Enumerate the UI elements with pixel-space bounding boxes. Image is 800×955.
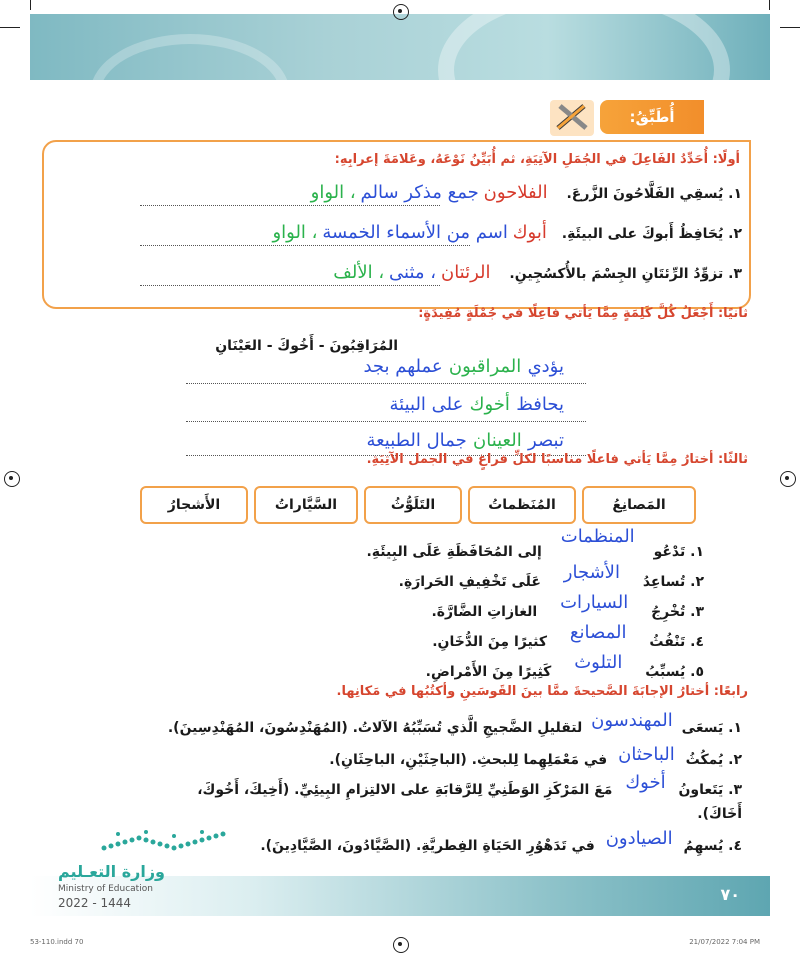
section4-item-2: ٢. يُمكُثُ الباحثان في مَعْمَلِهِما لِلبحثِ. (الباحِثَيْنِ، الباحِثَانِ). [329,744,742,768]
section1-item-3: ٣. تزوِّدُ الرِّئتَانِ الجِسْمَ بالأُكسُجِينِ. الرئتان ، مثنى ، الألف [333,262,742,283]
section4-item-4: ٤. يُسهِمُ الصيادون في تَدَهْوُرِ الحَيَاةِ الفِطريَّةِ. (الصَّيَّادُونَ، الصَّيَّادِينَ). [260,828,742,854]
section3-item-2: ٢. تُساعِدُ الأشجار عَلَى تَخْفِيفِ الحَرارَةِ. [398,562,704,590]
section3-item-5: ٥. يُسبِّبُ التلوث كَثِيرًا مِنَ الأَمْراضِ. [425,652,704,680]
registration-mark-right [780,471,796,487]
practice-tab [600,100,704,134]
section3-instruction: ثالثًا: أختارُ مِمَّا يَأتي فاعلًا مناسبًا لكلِّ فراغٍ في الجمل الآتِيَةِ. [366,452,748,467]
header-band [30,14,770,80]
section1-item-2: ٢. يُحَافِظُ أَبوكَ على البيئَةِ. أبوك اسم من الأسماء الخمسة ، الواو [272,222,742,243]
section2-word-list: المُرَاقِبُونَ - أَخُوكَ - العَيْنَانِ [215,338,398,354]
practice-label: أُطَبِّقُ: [629,108,675,126]
registration-mark-top [393,4,409,20]
ministry-logo-dots-icon [98,828,233,854]
section3-item-1: ١. تَدْعُو المنظمات إلى المُحَافَظَةِ عَلَى البِيئَةِ. [366,526,704,560]
edition-year: 2022 - 1444 [58,896,132,910]
page-number: ٧٠ [720,885,740,904]
choice-factories: المَصانِعُ [582,486,696,524]
section2-answer-3: تبصر العينان جمال الطبيعة [366,430,564,451]
choice-cars: السَّيَّاراتُ [254,486,358,524]
section3-item-4: ٤. تَنْفُثُ المصانع كثيرًا مِنَ الدُّخَانِ. [432,622,704,650]
print-date: 21/07/2022 7:04 PM [689,938,760,946]
section4-instruction: رابعًا: أختارُ الإجابَةَ الصَّحيحةَ ممَّا بينَ القَوسَينِ وأكتُبُها في مَكانِها. [336,684,748,699]
choice-organizations: المُنَظماتُ [468,486,576,524]
section2-answer-2: يحافظ أخوك على البيئة [389,394,564,415]
choice-pollution: التَلَوُّثُ [364,486,462,524]
section4-item-1: ١. يَسعَى المهندسون لتقليلِ الضَّجيجِ الَّذي تُسَبِّبُهُ الآلاتُ. (المُهَنْدِسُونَ، المُهَنْدِسِينَ). [167,710,742,736]
ministry-name-arabic: وزارة التعـليم [58,862,165,881]
section3-item-3: ٣. تُخْرِجُ السيارات الغازاتِ الضَّارَّةَ. [431,592,704,620]
section4-item-3: ٣. يَتَعاونُ أخوك مَعَ المَرْكَزِ الوَطَنِيِّ لِلرَّقابَةِ على الالتِزامِ البِيئِيِّ. (أَخِيكَ، أَخُوكَ، [197,772,742,798]
registration-mark-bottom [393,937,409,953]
registration-mark-left [4,471,20,487]
footer-band [30,876,770,916]
section2-instruction: ثانيًا: أَجْعَلُ كُلَّ كَلِمَةٍ مِمَّا يَأتي فاعِلًا في جُمْلَةٍ مُفِيدَةٍ: [418,306,748,321]
section1-item-1: ١. يُسقِي الفَلَّاحُونَ الزَّرعَ. الفلاحون جمع مذكر سالم ، الواو [310,182,742,203]
section2-answer-1: يؤدي المراقبون عملهم بجد [363,356,564,377]
section1-instruction: أولًا: أُحَدِّدُ الفَاعِلَ في الجُمَلِ الآتِيَةِ، ثم أُبَيِّنُ نَوْعَهُ، وعَلامَةَ إعرابِهِ: [334,152,740,167]
ministry-name-english: Ministry of Education [58,884,153,894]
section4-item-3-continued: أَخَاكَ). [697,806,742,822]
print-file-name: 53-110.indd 70 [30,938,84,946]
choice-trees: الأَشجارُ [140,486,248,524]
pencil-ruler-icon [550,100,594,136]
